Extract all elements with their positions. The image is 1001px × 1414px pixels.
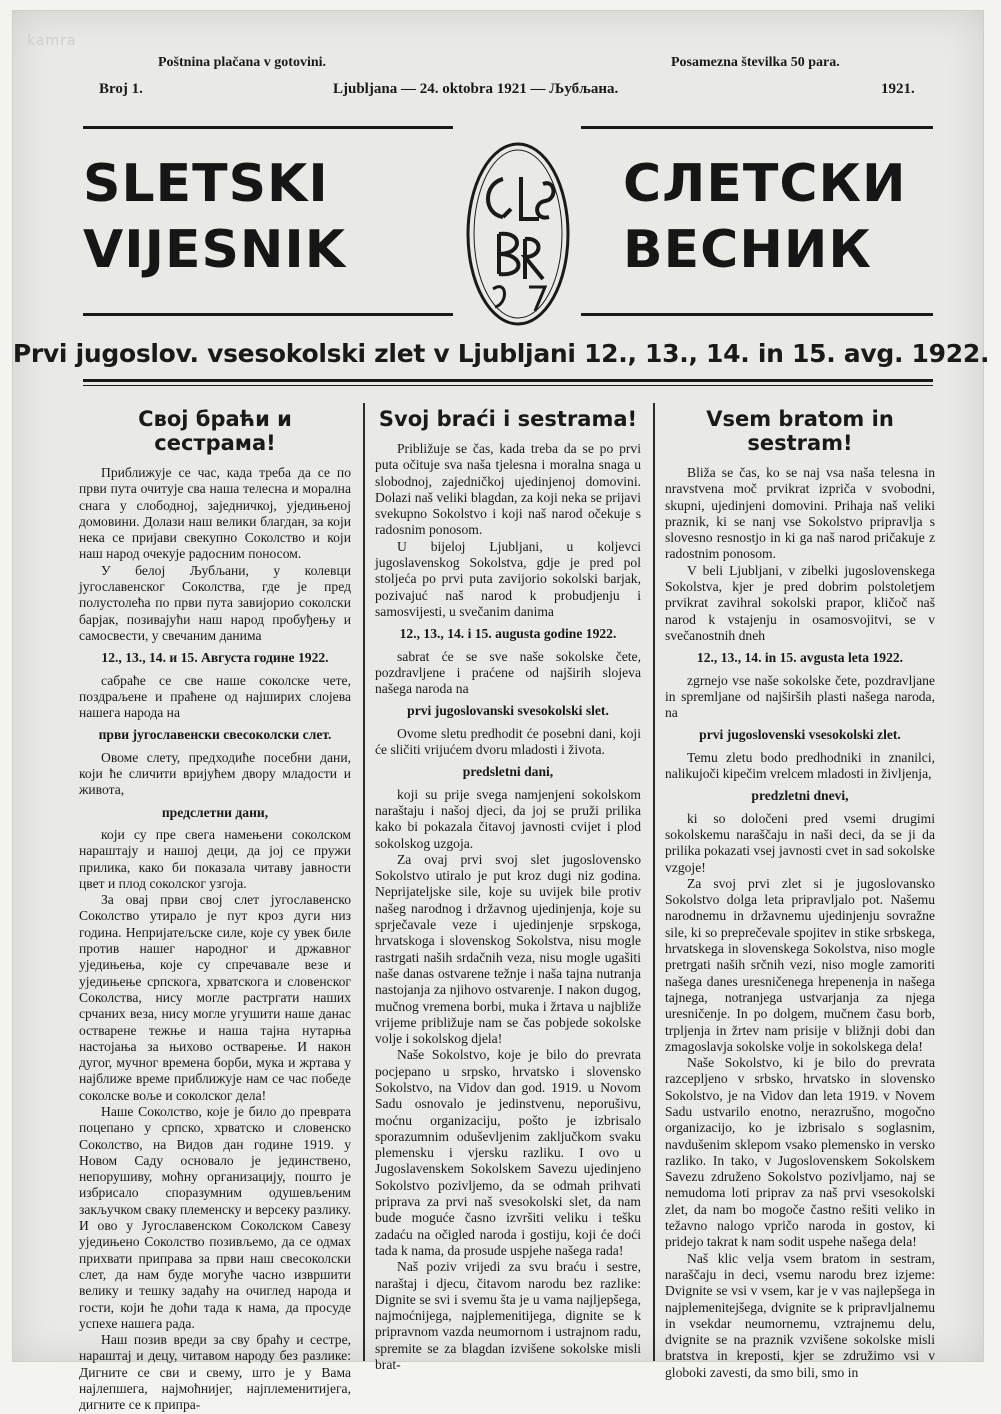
issue-number: Broj 1. [99, 81, 143, 97]
masthead-latin-line1: SLETSKI [83, 154, 329, 214]
archive-stamp: kamra [27, 33, 77, 49]
masthead-cyrillic-line2: ВЕСНИК [623, 220, 872, 280]
article-paragraph: ki so določeni pred vsemi drugimi sokolskemu naraščaju in naši deci, da se ji da prilika pokazati vsej javnosti cvet in sad sokolske vzgoje! [665, 810, 935, 875]
article-paragraph: Temu zletu bodo predhodniki in znanilci, nalikujoči kipečim vrelcem mladosti in življenja, [665, 749, 935, 782]
subtitle-rule-upper [83, 379, 933, 382]
article-paragraph: V beli Ljubljani, v zibelki jugoslovenskega Sokolstva, kjer je pred dobrim polstoletjem prvikrat zavihral sokolski prapor, kličoč naš narod k vstajenju in osamosvojitvi, se v svečanostnih dneh [665, 562, 935, 643]
masthead-cyrillic-line1: СЛЕТСКИ [623, 154, 907, 214]
article-paragraph: Овоме слету, предходиће посебни дани, који ће сличити вријућем двору младости и живота, [79, 749, 351, 798]
subtitle-rule-lower [83, 385, 933, 386]
masthead-rule-top-left [83, 126, 453, 129]
article-event-name: први југославенски свесоколски слет. [98, 727, 332, 743]
article-paragraph: Naš klic velja vsem bratom in sestram, naraščaju in deci, vsemu narodu brez izjeme: Dvignite se vsi v vsem, kar je v vas najlepšega in najplemenitejšega, dvignite se k pripravljalnemu in vsekdar neumornemu, vztrajnemu delu, dvignite se na praznik vzvišene sokolske misli bratstva in kreposti, kjer se združimo vsi v globoki zavesti, da smo bili, smo in [665, 1250, 935, 1380]
article-title: Vsem bratom in sestram! [706, 407, 894, 455]
article-slovene [665, 407, 935, 1380]
article-serbian-cyrillic [79, 407, 351, 1413]
article-subheading: predsletni dani, [462, 764, 554, 780]
event-subtitle: Prvi jugoslov. vsesokolski zlet v Ljubljani 12., 13., 14. in 15. avg. 1922. [12, 339, 990, 368]
article-event-name: prvi jugoslovenski vsesokolski zlet. [699, 727, 901, 743]
article-paragraph: Približuje se čas, kada treba da se po prvi puta očituje sva naša tjelesna i moralna snaga u slobodnoj, zajedničkoj ujedinjenoj domovini. Dolazi naš veliki blagdan, za koji neka se prijavi svekupno Sokolstvo i koji naš narod očekuje s radosnim ponosom. [375, 441, 641, 538]
article-event-name: prvi jugoslovanski svesokolski slet. [407, 703, 609, 719]
masthead-rule-top-right [581, 126, 933, 129]
article-subheading: predzletni dnevi, [751, 788, 849, 804]
masthead-rule-bottom-left [83, 313, 453, 316]
article-dates: 12., 13., 14. i 15. augusta godine 1922. [399, 626, 617, 642]
price-note: Posamezna številka 50 para. [671, 55, 840, 70]
article-paragraph: Ovome sletu predhodit će posebni dani, koji će sličiti vrijućem dvoru mladosti i života. [375, 725, 641, 758]
article-subheading: предслетни дани, [161, 804, 269, 820]
article-paragraph: Naše Sokolstvo, ki je bilo do prevrata razcepljeno v srbsko, hrvatsko in slovensko Sokolstvo, je na Vidov dan leta 1919. v Novem Sadu ustvarilo enotno, nerazrušno, mogočno organizacijo, ko je izbrisalo s soglasnim, navdušenim sklepom vsako plemensko in versko razliko. In tako, v Jugoslovenskem Sokolskem Savezu združeno Sokolstvo pozivljamo, naj se nemudoma loti priprav za naš prvi vsesokolski zlet, da nam bo mogoče častno rešiti veliko in težavno nalogo vpričo naroda in gostov, ki pridejo takrat k nam sodit uspehe našega dela! [665, 1055, 935, 1250]
article-croatian-latin [375, 407, 641, 1373]
article-paragraph: koji su prije svega namjenjeni sokolskom naraštaju i našoj djeci, da joj se pruži prilika kako bi pokazala čitavoj javnosti cvijet i plod sokolskog uzgoja. [375, 786, 641, 851]
newspaper-page [12, 10, 990, 1413]
article-paragraph: Naše Sokolstvo, koje je bilo do prevrata pocjepano u srpsko, hrvatsko i slovensko Sokolstvo, na Vidov dan god. 1919. u Novom Sadu osnovalo je jedinstvenu, neporušivu, moćnu organizaciju, pošto je izbrisalo sporazumnim oduševljenim zaključkom svaku plemensku i vjersku razliku. I ovo u Jugoslavenskem Sokolskem Savezu ujedinjeno Sokolstvo pozivljemo, da se odmah prihvati priprava za prvi naš svesokolski slet, da nam bude moguće časno izvršiti veliku i tešku zadaću na očigled naroda i gostiju, koji će doći tada k nama, da prosude uspjehe našega rada! [375, 1047, 641, 1258]
article-paragraph: сабраће се све наше соколске чете, поздраљене и праћене од најширих слојева нашега народа на [79, 672, 351, 721]
article-paragraph: Наш позив вреди за сву браћу и сестре, нараштај и децу, читавом народу без разлике: Дигните се сви и свему, што је у Вама најлепшега, најмоћнијег, најплеменитијега, дигните се к припра- [79, 1332, 351, 1413]
sokol-monogram-emblem [463, 139, 573, 329]
issue-year: 1921. [881, 81, 915, 97]
column-divider-2 [653, 403, 655, 1361]
article-paragraph: Za ovaj prvi svoj slet jugoslovensko Sokolstvo utiralo je put kroz dugi niz godina. Neprijateljske sile, koje su uvijek bile protiv našeg narodnog i državnog ujedinjenja, koje su sprječavale veze i ujedinjenje srpskoga, hrvatskoga i slovenskog Sokolstva, nisu mogle rastrgati naših srdačnih veza, nisu mogle ugašiti naše danas ostvarene težnje i naša tajna nutranja nastojanja za njihovo ostvarenje. I nakon dugog, mučnog vremena borbi, muka i žrtava u najbliže vrijeme približuje nam se čas pobjede sokolske volje i sokolskog djela! [375, 851, 641, 1047]
column-divider-1 [363, 403, 365, 1361]
article-paragraph: Приближује се час, када треба да се по први пута очитује сва наша телесна и морална снага у слободној, заједничкој, уједињеној домовини. Долази наш велики благдан, за који нека се пријави свекупно Соколство и који наш народ очекује радосним поносом. [79, 465, 351, 562]
dateline: Ljubljana — 24. oktobra 1921 — Љубљана. [333, 81, 619, 97]
article-paragraph: Naš poziv vrijedi za svu braću i sestre, naraštaj i djecu, čitavom narodu bez razlike: Dignite se svi i svemu šta je u vama najljepšega, najmoćnijega, najplemenitijega, dignite se k pripravnom vazda neumornom i ustrajnom radu, spremite se za blagdan izvišene sokolske misli brat- [375, 1259, 641, 1373]
masthead-rule-bottom-right [581, 313, 933, 316]
postage-note: Poštnina plačana v gotovini. [158, 55, 327, 70]
article-paragraph: U bijeloj Ljubljani, u koljevci jugoslavenskog Sokolstva, gdje je pred pol stoljeća po prvi puta zavijorio sokolski barjak, pozivajuć naš narod k probudjenju i samosvijesti, u svečanim danima [375, 538, 641, 619]
article-title: Свој браћи и сестрама! [138, 407, 292, 455]
article-paragraph: За овај први свој слет југославенско Соколство утирало је пут кроз дуги низ година. Непријатељске силе, које су увек биле против нашег народног и државног уједињења, које су спречавале везе и уједињење српскога, хрватскога и словенског Соколства, нису могле растргати наших срчаних веза, нису могле угушити наше данас остварене тежње и наша тајна нутарња настојања за њихово остварење. И након дугог, мучног времена борби, мука и жртава у најближе време приближује нам се час победе соколске воље и соколског дела! [79, 892, 351, 1103]
article-paragraph: sabrat će se sve naše sokolske čete, pozdravljene i praćene od najširih slojeva našega naroda na [375, 648, 641, 697]
masthead-latin-line2: VIJESNIK [83, 220, 347, 280]
article-paragraph: Bliža se čas, ko se naj vsa naša telesna in nravstvena moč prvikrat izpriča v svobodni, skupni, ujedinjeni domovini. Prihaja naš veliki praznik, ki se nanj vse Sokolstvo pripravlja s slovesno resnostjo in ki ga naš narod pričakuje z radostnim ponosom. [665, 465, 935, 562]
article-dates: 12., 13., 14. in 15. avgusta leta 1922. [696, 650, 904, 666]
article-paragraph: који су пре свега намењени соколском нараштају и нашој деци, да јој се пружи прилика, како би показала читаву јавности цвет и плод соколског узгоја. [79, 826, 351, 891]
article-dates: 12., 13., 14. и 15. Августа године 1922. [101, 650, 329, 666]
article-paragraph: У белој Љубљани, у колевци југославенског Соколства, где је пред полустолећа по први пута завијорио соколски барјак, позивајући наш народ пробуђењу и самосвести, у свечаним данима [79, 562, 351, 643]
article-paragraph: zgrnejo vse naše sokolske čete, pozdravljane in spremljane od najširših plasti našega naroda, na [665, 672, 935, 721]
article-paragraph: Наше Соколство, које је било до преврата поцепано у српско, хрватско и словенско Соколство, на Видов дан године 1919. у Новом Саду основало је јединствено, непорушиву, моћну организацију, пошто је избрисало споразумним одушевљеним закључком сваку племенску и версеку разлику. И ово у Југославенском Соколском Савезу уједињено Соколство позивљемо, да се одмах прихвати приправа за први наш свесоколски слет, да нам буде могуће часно извршити велику и тешку задаћу на очиглед народа и гости, који ће доћи тада к нама, да просуде успехе нашега рада. [79, 1103, 351, 1331]
article-title: Svoj braći i sestrama! [378, 407, 638, 431]
article-paragraph: Za svoj prvi zlet si je jugoslovansko Sokolstvo dolga leta pripravljalo pot. Našemu narodnemu in državnemu ujedinjenju sovražne sile, ki so preprečevale spojitev in stike srbskega, hrvatskega in slovenskega Sokolstva, niso mogle pretrgati naših srčnih vezi, niso mogle zamoriti našega danes uresničenega hrepenenja in našega tajnega, notranjega ustvarjanja za njega uresničenje. In po dolgem, mučnem času borb, trpljenja in žrtev nam prisije v bližnji dobi dan zmagoslavja sokolske volje in sokolskega dela! [665, 875, 935, 1054]
